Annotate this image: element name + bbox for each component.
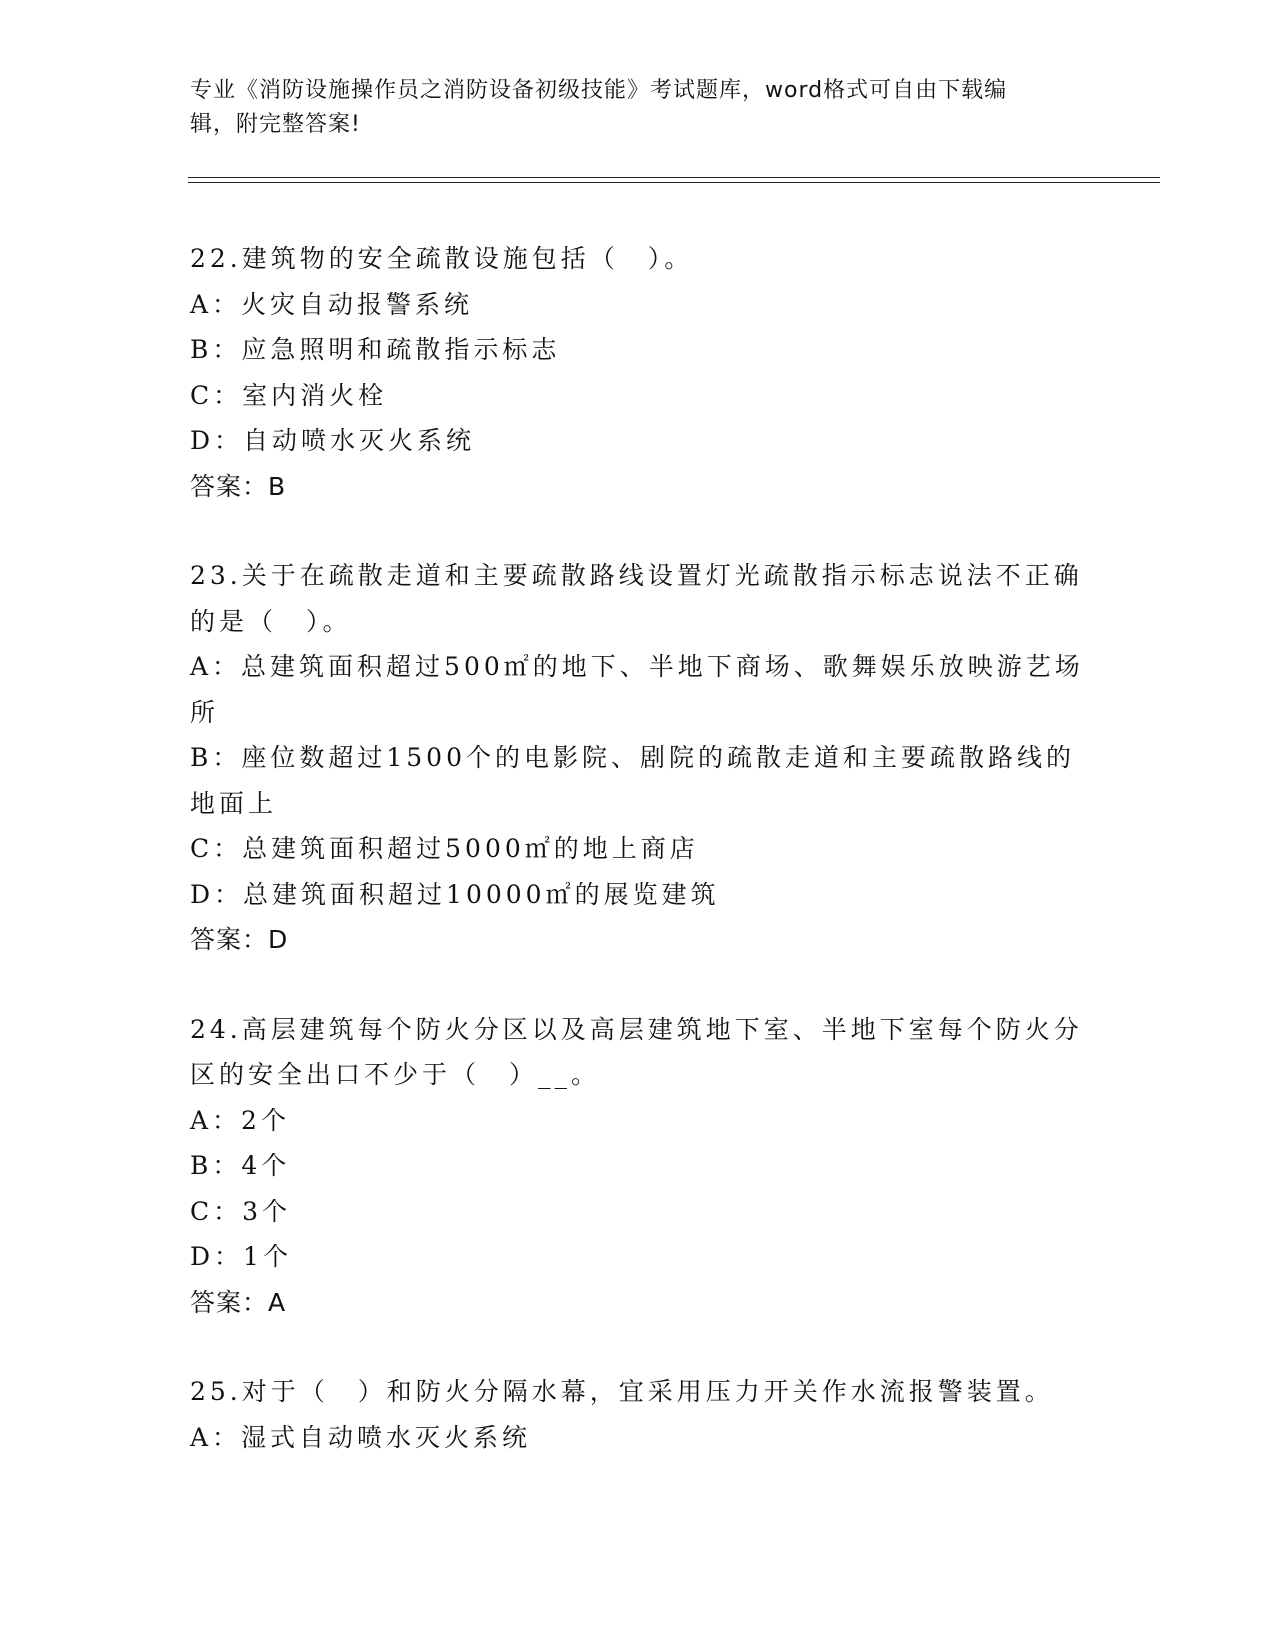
option-line: B：4个	[190, 1151, 291, 1180]
option-line: A：火灾自动报警系统	[190, 289, 474, 319]
option-line: B：座位数超过1500个的电影院、剧院的疏散走道和主要疏散路线的	[190, 743, 1075, 772]
question-block	[190, 236, 1090, 509]
header-divider-bottom	[188, 182, 1160, 183]
answer-line: 答案：D	[190, 925, 289, 954]
header-line-2: 辑，附完整答案!	[190, 112, 361, 137]
question-list	[190, 236, 1090, 1504]
question-stem-line: 的是（ ）。	[190, 606, 352, 636]
question-stem-line: 24.高层建筑每个防火分区以及高层建筑地下室、半地下室每个防火分	[190, 1014, 1083, 1044]
option-line: C：总建筑面积超过5000㎡的地上商店	[190, 834, 699, 863]
question-block	[190, 1369, 1090, 1460]
question-stem-line: 22.建筑物的安全疏散设施包括（ ）。	[190, 244, 694, 273]
answer-line: 答案：B	[190, 471, 287, 501]
option-line: A：湿式自动喷水灭火系统	[190, 1422, 532, 1452]
option-line: B：应急照明和疏散指示标志	[190, 335, 561, 364]
header-line-1: 专业《消防设施操作员之消防设备初级技能》考试题库，word格式可自由下载编	[190, 78, 1008, 103]
option-line: C：3个	[190, 1196, 292, 1226]
option-line: 所	[190, 697, 220, 727]
question-stem-line: 区的安全出口不少于（ ）__。	[190, 1060, 601, 1089]
question-stem-line: 25.对于（ ）和防火分隔水幕，宜采用压力开关作水流报警装置。	[190, 1377, 1054, 1406]
question-block	[190, 1007, 1090, 1326]
option-line: D：1个	[190, 1242, 292, 1271]
option-line: C：室内消火栓	[190, 380, 388, 410]
option-line: A：2个	[190, 1105, 290, 1135]
option-line: 地面上	[190, 788, 278, 818]
question-block	[190, 553, 1090, 963]
answer-line: 答案：A	[190, 1287, 287, 1317]
document-header	[190, 74, 1070, 142]
option-line: D：自动喷水灭火系统	[190, 426, 476, 455]
option-line: A：总建筑面积超过500㎡的地下、半地下商场、歌舞娱乐放映游艺场	[190, 652, 1084, 681]
option-line: D：总建筑面积超过10000㎡的展览建筑	[190, 879, 720, 909]
question-stem-line: 23.关于在疏散走道和主要疏散路线设置灯光疏散指示标志说法不正确	[190, 561, 1083, 590]
header-divider-top	[188, 177, 1160, 178]
